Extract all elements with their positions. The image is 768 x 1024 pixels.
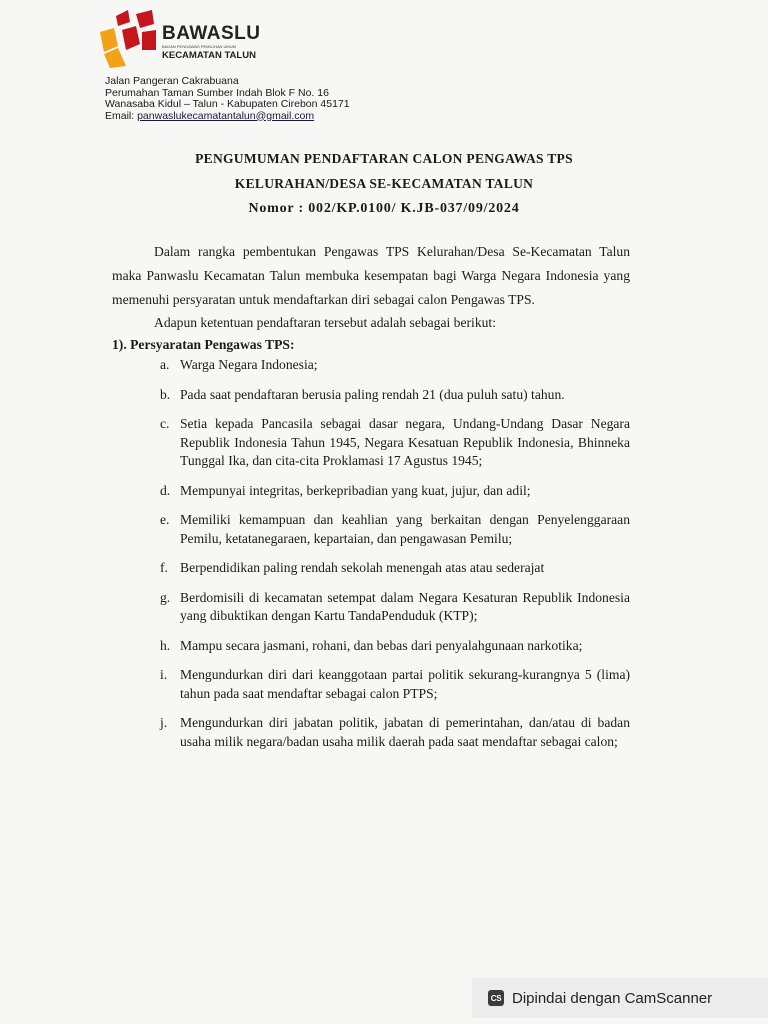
requirement-marker: f.: [160, 560, 168, 575]
org-unit: KECAMATAN TALUN: [162, 50, 256, 61]
requirement-marker: i.: [160, 667, 168, 682]
requirement-item: [112, 637, 630, 656]
scanner-label: Dipindai dengan CamScanner: [512, 989, 713, 1007]
requirement-item: [112, 666, 630, 703]
document-subtitle: KELURAHAN/DESA SE-KECAMATAN TALUN: [234, 176, 534, 191]
email-line: [105, 111, 350, 123]
address-line: Perumahan Taman Sumber Indah Blok F No. 16: [105, 86, 329, 99]
intro-paragraph-2: Adapun ketentuan pendaftaran tersebut adalah sebagai berikut:: [154, 315, 496, 330]
requirement-text: Mempunyai integritas, berkepribadian yang kuat, jujur, dan adil;: [180, 482, 531, 498]
requirement-text: Mengundurkan diri jabatan politik, jabatan di pemerintahan, dan/atau di badan usaha milik negara/badan usaha milik daerah pada saat mendaftar sebagai calon;: [180, 715, 630, 749]
requirement-item: [112, 415, 630, 471]
bawaslu-logo: [96, 10, 158, 68]
intro-paragraph: Dalam rangka pembentukan Pengawas TPS Kelurahan/Desa Se-Kecamatan Talun maka Panwaslu Kecamatan Talun membuka kesempatan bagi Warga Negara Indonesia yang memenuhi persyaratan untuk mendaftarkan diri sebagai calon Pengawas TPS.: [112, 244, 630, 307]
org-subline: BADAN PENGAWAS PEMILIHAN UMUM: [162, 44, 236, 49]
email-link[interactable]: panwaslukecamatantalun@gmail.com: [137, 109, 315, 122]
requirement-item: [112, 356, 630, 375]
requirement-text: Mengundurkan diri dari keanggotaan partai politik sekurang-kurangnya 5 (lima) tahun pada saat mendaftar sebagai calon PTPS;: [180, 667, 630, 701]
requirement-text: Warga Negara Indonesia;: [180, 357, 318, 372]
address-line: Jalan Pangeran Cakrabuana: [105, 75, 239, 87]
requirement-item: [112, 589, 630, 626]
org-name: BAWASLU: [162, 23, 261, 44]
requirement-item: [112, 559, 630, 578]
requirement-marker: h.: [160, 637, 171, 653]
document-number: Nomor : 002/KP.0100/ K.JB-037/09/2024: [248, 201, 520, 216]
requirement-text: Berdomisili di kecamatan setempat dalam Negara Kesaturan Republik Indonesia yang dibuktikan dengan Kartu TandaPenduduk (KTP);: [180, 589, 630, 623]
requirement-marker: j.: [160, 715, 168, 730]
document-title: PENGUMUMAN PENDAFTARAN CALON PENGAWAS TPS: [195, 151, 573, 166]
requirement-text: Berpendidikan paling rendah sekolah menengah atas atau sederajat: [180, 560, 545, 575]
scanner-watermark: [472, 978, 768, 1018]
document-title-block: [0, 146, 768, 221]
requirement-text: Memiliki kemampuan dan keahlian yang berkaitan dengan Penyelenggaraan Pemilu, ketatanegaraen, kepartaian, dan pengawasan Pemilu;: [180, 512, 630, 546]
address-block: [105, 76, 350, 122]
requirements-list: [112, 356, 630, 751]
brand-block: [162, 24, 261, 61]
email-label: Email:: [105, 109, 138, 122]
document-body: [112, 240, 630, 751]
requirement-text: Mampu secara jasmani, rohani, dan bebas dari penyalahgunaan narkotika;: [180, 637, 583, 653]
requirement-marker: e.: [160, 512, 170, 527]
address-line: Wanasaba Kidul – Talun - Kabupaten Cirebon 45171: [105, 98, 350, 110]
requirement-item: [112, 714, 630, 751]
requirement-marker: d.: [160, 482, 171, 498]
requirement-text: Pada saat pendaftaran berusia paling rendah 21 (dua puluh satu) tahun.: [180, 386, 565, 402]
section-heading: 1). Persyaratan Pengawas TPS:: [112, 337, 295, 352]
requirement-item: [112, 511, 630, 548]
requirement-item: [112, 482, 630, 501]
requirement-marker: c.: [160, 416, 170, 431]
requirement-text: Setia kepada Pancasila sebagai dasar negara, Undang-Undang Dasar Negara Republik Indonesia Tahun 1945, Negara Kesatuan Republik Indonesia, Bhinneka Tunggal Ika, dan cita-cita Proklamasi 17 Agustus 1945;: [180, 416, 630, 468]
requirement-marker: b.: [160, 386, 171, 402]
camscanner-icon: CS: [488, 990, 504, 1006]
requirement-marker: a.: [160, 357, 170, 372]
requirement-item: [112, 386, 630, 405]
requirement-marker: g.: [160, 589, 171, 605]
